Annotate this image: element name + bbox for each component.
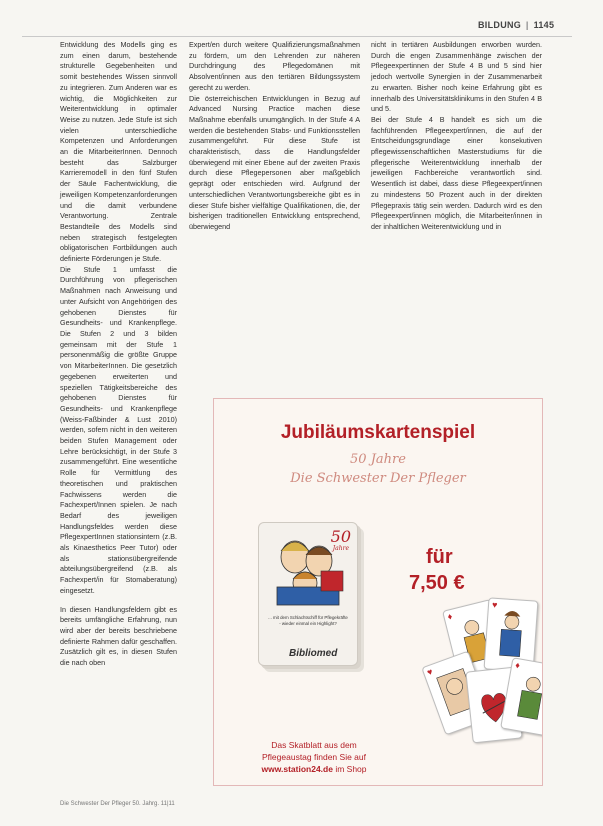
shop-url-suffix: im Shop	[335, 764, 367, 774]
ad-shop-info	[214, 739, 414, 775]
ad-subtitle-years: 50 Jahre	[350, 452, 406, 467]
card-suit-icon: ♥	[491, 599, 498, 610]
ad-shop-link	[214, 763, 414, 775]
page-footer: Die Schwester Der Pfleger 50. Jahrg. 11|11	[60, 801, 175, 807]
running-header	[478, 20, 554, 30]
ad-title: Jubiläumskartenspiel	[280, 422, 476, 443]
advertisement[interactable]	[213, 398, 543, 786]
section-name: BILDUNG	[478, 20, 522, 30]
paragraph: Die österreichischen Entwicklungen in Bezug auf Advanced Nursing Practice machen diese Maßnahme ebenfalls unumgänglich. In der Stufe 4 A werden die bestehenden Stabs- und Funktionsstellen zusammengeführt. Für diese Stufe ist charakteristisch, dass die Handlungsfelder überwiegend mit einer Ebene auf der zweiten Praxis durch diese Pflegepersonen aber maßgeblich geprägt oder entschieden wird. Aufgrund der unterschiedlichen Verantwortungsbereiche gibt es in dieser Stufe bisher vielfältige Qualifikationen, die, der bisherigen traditionellen Entwicklung entsprechend, überwiegend	[189, 93, 360, 231]
card-figure-illustration	[509, 667, 543, 726]
header-rule	[22, 36, 572, 37]
card-suit-icon: ♥	[425, 666, 435, 678]
shop-url-link[interactable]: www.station24.de	[261, 764, 333, 774]
paragraph: Entwicklung des Modells ging es zum einen darum, bestehende strukturelle Gegebenheiten und somit bestehendes Wissen sinnvoll zu integrieren. Zum Anderen war es wichtig, die Möglichkeiten zur Weiterentwicklung in optimaler Weise zu nutzen. Jede Stufe ist sich vielen unterschiedliche Kompetenzen und Anforderungen an die MitarbeiterInnen. Dennoch besteht das Salzburger Karrieremodell in den fünf Stufen der Säule Fachentwicklung, die jeweiligen Kompetenzanforderungen und die damit verbundene Verantwortung. Zentrale Bestandteile des Modells sind neben strategisch festgelegten obligatorischen Fortbildungen auch definierte Förderungen je Stufe.	[60, 40, 177, 264]
text-column-2	[189, 40, 360, 233]
deck-caption: ... mit dem Schlachtschiff für Pflegekräfte - wieder einmal ein Highlight?	[268, 615, 348, 626]
paragraph: Bei der Stufe 4 B handelt es sich um die fachführenden Pflegeexpert/innen, die auf der Entscheidungsgrundlage einer konsekutiven pflegewissenschaftlichen Masterstudiums für die pflegerische Weiterentwicklung innerhalb der jeweiligen Fachbereiche verantwortlich sind. Wesentlich ist dabei, dass diese Pflegeexpert/innen zu mindestens 50 Prozent auch in der direkten Pflegepraxis tätig sein werden. Dadurch wird es den Pflegeexpert/innen möglich, die Mitarbeiter/innen in der inhaltlichen Weiterentwicklung und in	[371, 114, 542, 231]
paragraph: Expert/en durch weitere Qualifizierungsmaßnahmen zu fördern, um den Lehrenden zur näheren Durchdringung des Pflegedomänen mit Absolvent/innen aus den tertiären Bildungssystem gerecht zu werden.	[189, 40, 360, 92]
paragraph: In diesen Handlungsfeldern gibt es bereits umfängliche Erfahrung, nun wird aber der bereits beschriebene definierte Rahmen dafür geschaffen. Zusätzlich gilt es, in diesen Stufen die nach oben	[60, 604, 177, 668]
text-column-3	[371, 40, 542, 233]
card-deck-box	[258, 522, 358, 666]
paragraph: Die Stufe 1 umfasst die Durchführung von pflegerischen Maßnahmen nach Anweisung und unter Aufsicht von Angehörigen des gehobenen Dienstes für Gesundheits- und Krankenpflege. Die Stufen 2 und 3 bilden gemeinsam mit der Stufe 1 personenmäßig die größte Gruppe von MitarbeiterInnen. Die gesetzlich gegebenen erweiterten und speziellen Tätigkeitsbereiche des gehobenen Dienstes für Gesundheits- und Krankenpflege (Weiss-Faßbinder & Lust 2010) werden, sofern nicht in den weiteren beiden Stufen Management oder Lehre berücksichtigt, in der Stufe 3 zusammengeführt. Eine wesentliche Rolle für Vermittlung des theoretischen und praktischen Fachwissens werden die Fachexpert/Innen spielen. Je nach Bedarf des jeweiligen Handlungsfeldes werden diese PflegexpertInnen stationsintern (z.B. als Kinaesthetics Peer Tutor) oder als stationsübergreifende abteilungsübergreifend (z.B. als Fachexpert/in für Stomaberatung) eingesetzt.	[60, 264, 177, 595]
ad-bottom-line: Pflegeaustag finden Sie auf	[262, 752, 366, 762]
deck-anniversary-label: Jahre	[332, 545, 349, 552]
paragraph: nicht in tertiären Ausbildungen erworben wurden. Durch die engen Zusammenhänge zwischen der Pflegeexpertinnen der Stufe 4 B und 5 sind hier jedoch wertvolle Synergien in der Zusammenarbeit zu erwarten. Bisher noch keine Erfahrung gibt es innerhalb des Universitätsklinikums in den Stufen 4 B und 5.	[371, 40, 542, 114]
card-figure-illustration	[491, 607, 531, 663]
ad-bottom-line: Das Skatblatt aus dem	[271, 740, 357, 750]
price-value: 7,50 €	[409, 572, 465, 594]
page-number: 1145	[533, 20, 555, 30]
header-separator: |	[525, 20, 529, 30]
ad-subtitle-magazine: Die Schwester Der Pfleger	[290, 471, 466, 486]
text-column-1	[60, 40, 177, 669]
card-suit-icon: ♦	[446, 610, 454, 622]
publisher-logo: Bibliomed	[289, 648, 338, 659]
price-label: für	[426, 546, 453, 568]
deck-anniversary-number: 50	[330, 527, 351, 546]
card-suit-icon: ♦	[514, 659, 521, 671]
